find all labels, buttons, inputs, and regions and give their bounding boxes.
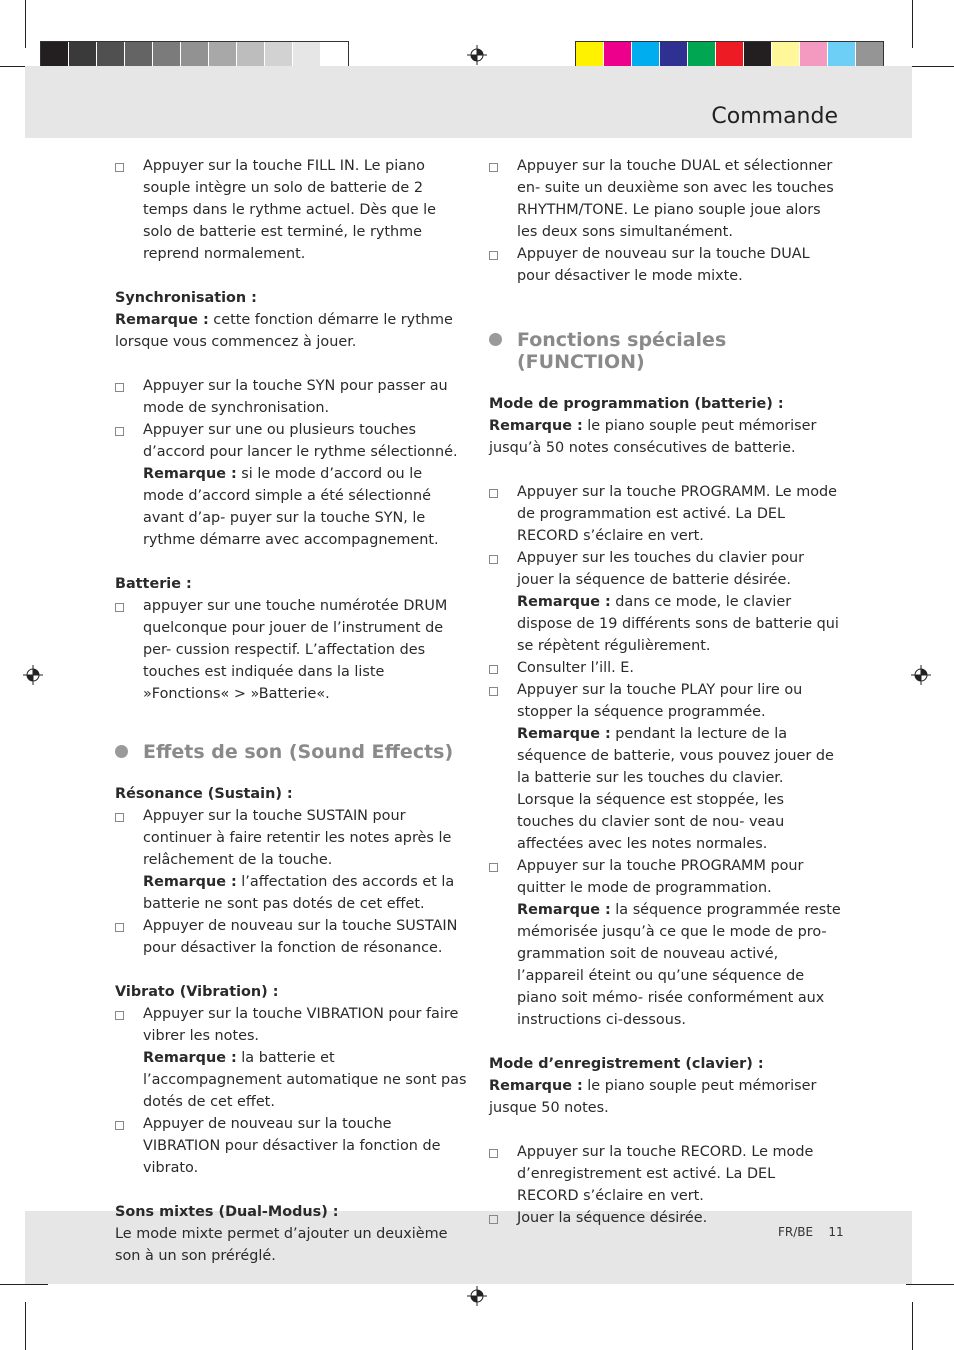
checkbox-bullet-icon <box>489 1215 498 1224</box>
checkbox-bullet-icon <box>115 813 124 822</box>
registration-mark-icon <box>467 45 487 65</box>
registration-mark-icon <box>467 1286 487 1306</box>
page-title: Commande <box>711 104 838 129</box>
crop-mark <box>912 1302 913 1350</box>
list-item: appuyer sur une touche numérotée DRUM quelconque pour jouer de l’instrument de per- cussion respectif. L’affectation des touches est indiquée dans la liste »Fonctions« > »Batterie«. <box>115 595 467 705</box>
remark: Remarque : si le mode d’accord ou le mode d’accord simple a été sélectionné avant d’ap- puyer sur la touche SYN, le rythme démarre avec accompagnement. <box>143 466 439 548</box>
list-item: Appuyer de nouveau sur la touche VIBRATION pour désactiver la fonction de vibrato. <box>115 1113 467 1179</box>
list-item: Appuyer sur la touche SUSTAIN pour continuer à faire retentir les notes après le relâchement de la touche. Remarque : l’affectation des accords et la batterie ne sont pas dotés de cet effet. <box>115 805 467 915</box>
list-item: Appuyer sur la touche FILL IN. Le piano souple intègre un solo de batterie de 2 temps dans le rythme actuel. Dès que le solo de batterie est terminé, le rythme reprend normalement. <box>115 155 467 265</box>
list-item: Consulter l’ill. E. <box>489 657 841 679</box>
checkbox-bullet-icon <box>489 555 498 564</box>
checkbox-bullet-icon <box>115 923 124 932</box>
list-item: Appuyer de nouveau sur la touche DUAL pour désactiver le mode mixte. <box>489 243 841 287</box>
crop-mark <box>25 1302 26 1350</box>
checkbox-bullet-icon <box>115 427 124 436</box>
checkbox-bullet-icon <box>115 603 124 612</box>
registration-mark-icon <box>23 665 43 685</box>
list-item: Appuyer sur les touches du clavier pour jouer la séquence de batterie désirée. Remarque : dans ce mode, le clavier dispose de 19 différents sons de batterie qui se répètent régulièrement. <box>489 547 841 657</box>
section-heading: Mode de programmation (batterie) : <box>489 396 784 412</box>
section-heading: Sons mixtes (Dual-Modus) : <box>115 1204 339 1220</box>
section-title: Effets de son (Sound Effects) <box>115 741 467 763</box>
list-item: Jouer la séquence désirée. <box>489 1207 841 1229</box>
section-heading: Synchronisation : <box>115 290 257 306</box>
checkbox-bullet-icon <box>489 251 498 260</box>
checkbox-bullet-icon <box>115 1121 124 1130</box>
crop-mark <box>906 66 954 67</box>
list-item: Appuyer sur une ou plusieurs touches d’accord pour lancer le rythme sélectionné. Remarque : si le mode d’accord ou le mode d’accord simple a été sélectionné avant d’ap- puyer sur la touche SYN, le rythme démarre avec accompagnement. <box>115 419 467 551</box>
checkbox-bullet-icon <box>489 687 498 696</box>
list-item: Appuyer sur la touche PROGRAMM. Le mode de programmation est activé. La DEL RECORD s’éclaire en vert. <box>489 481 841 547</box>
section-heading: Vibrato (Vibration) : <box>115 984 279 1000</box>
page-number: 11 <box>828 1225 844 1239</box>
list-item: Appuyer sur la touche DUAL et sélectionner en- suite un deuxième son avec les touches RHYTHM/TONE. Le piano souple joue alors les deux sons simultanément. <box>489 155 841 243</box>
list-item: Appuyer sur la touche PLAY pour lire ou stopper la séquence programmée. Remarque : pendant la lecture de la séquence de batterie, vous pouvez jouer de la batterie sur les touches du clavier. Lorsque la séquence est stoppée, les touches du clavier sont de nou- veau affectées avec les notes normales. <box>489 679 841 855</box>
left-column <box>115 155 467 1267</box>
remark: Remarque : le piano souple peut mémoriser jusqu’à 50 notes consécutives de batterie. <box>489 418 817 456</box>
section-heading: Mode d’enregistrement (clavier) : <box>489 1056 764 1072</box>
registration-mark-icon <box>911 665 931 685</box>
remark: Remarque : le piano souple peut mémoriser jusque 50 notes. <box>489 1078 817 1116</box>
checkbox-bullet-icon <box>489 665 498 674</box>
list-item: Appuyer sur la touche SYN pour passer au mode de synchronisation. <box>115 375 467 419</box>
remark: Remarque : la séquence programmée reste mémorisée jusqu’à ce que le mode de pro- grammation soit de nouveau activé, l’appareil éteint ou qu’une séquence de piano soit mémo- risée conformément aux instructions ci-dessous. <box>517 902 841 1028</box>
bullet-dot-icon <box>115 745 128 758</box>
checkbox-bullet-icon <box>115 163 124 172</box>
crop-mark <box>25 0 26 48</box>
remark: Remarque : l’affectation des accords et la batterie ne sont pas dotés de cet effet. <box>143 874 455 912</box>
list-item: Appuyer sur la touche RECORD. Le mode d’enregistrement est activé. La DEL RECORD s’éclaire en vert. <box>489 1141 841 1207</box>
remark: Remarque : dans ce mode, le clavier dispose de 19 différents sons de batterie qui se répètent régulièrement. <box>517 594 839 654</box>
checkbox-bullet-icon <box>489 489 498 498</box>
list-item: Appuyer sur la touche PROGRAMM pour quitter le mode de programmation. Remarque : la séquence programmée reste mémorisée jusqu’à ce que le mode de pro- grammation soit de nouveau activé, l’appareil éteint ou qu’une séquence de piano soit mémo- risée conformément aux instructions ci-dessous. <box>489 855 841 1031</box>
section-heading: Résonance (Sustain) : <box>115 786 293 802</box>
section-heading: Batterie : <box>115 576 192 592</box>
bullet-dot-icon <box>489 333 502 346</box>
crop-mark <box>912 0 913 48</box>
list-item: Appuyer de nouveau sur la touche SUSTAIN pour désactiver la fonction de résonance. <box>115 915 467 959</box>
checkbox-bullet-icon <box>489 1149 498 1158</box>
checkbox-bullet-icon <box>489 163 498 172</box>
checkbox-bullet-icon <box>115 383 124 392</box>
crop-mark <box>0 1284 48 1285</box>
right-column <box>489 155 841 1229</box>
remark: Remarque : pendant la lecture de la séquence de batterie, vous pouvez jouer de la batterie sur les touches du clavier. Lorsque la séquence est stoppée, les touches du clavier sont de nou- veau affectées avec les notes normales. <box>517 726 834 852</box>
remark: Remarque : cette fonction démarre le rythme lorsque vous commencez à jouer. <box>115 312 453 350</box>
crop-mark <box>906 1284 954 1285</box>
remark: Remarque : la batterie et l’accompagnement automatique ne sont pas dotés de cet effet. <box>143 1050 467 1110</box>
paragraph: Le mode mixte permet d’ajouter un deuxième son à un son préréglé. <box>115 1226 448 1264</box>
checkbox-bullet-icon <box>115 1011 124 1020</box>
footer-language: FR/BE <box>778 1225 814 1239</box>
section-title: Fonctions spéciales (FUNCTION) <box>489 329 841 373</box>
list-item: Appuyer sur la touche VIBRATION pour faire vibrer les notes. Remarque : la batterie et l’accompagnement automatique ne sont pas dotés de cet effet. <box>115 1003 467 1113</box>
checkbox-bullet-icon <box>489 863 498 872</box>
